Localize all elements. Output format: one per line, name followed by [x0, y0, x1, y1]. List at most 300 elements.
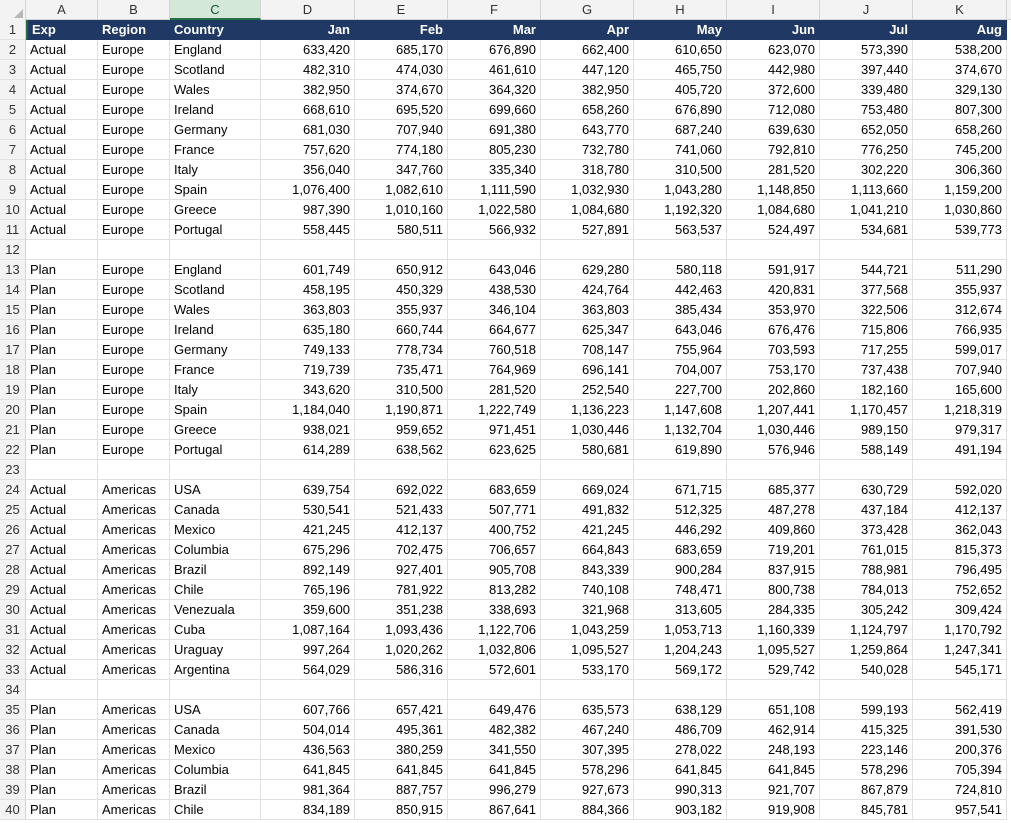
cell[interactable]: 629,280 [541, 260, 634, 280]
cell[interactable]: 310,500 [634, 160, 727, 180]
cell[interactable]: Europe [98, 380, 170, 400]
cell[interactable]: 363,803 [541, 300, 634, 320]
cell[interactable]: 539,773 [913, 220, 1007, 240]
cell[interactable]: 735,471 [355, 360, 448, 380]
cell[interactable]: 397,440 [820, 60, 913, 80]
cell[interactable]: 1,030,446 [541, 420, 634, 440]
cell[interactable]: 507,771 [448, 500, 541, 520]
cell[interactable]: Brazil [170, 780, 261, 800]
cell[interactable]: Europe [98, 340, 170, 360]
cell[interactable]: Plan [26, 760, 98, 780]
cell[interactable]: 533,170 [541, 660, 634, 680]
cell[interactable]: 461,610 [448, 60, 541, 80]
cell[interactable]: Actual [26, 40, 98, 60]
cell[interactable]: Europe [98, 60, 170, 80]
cell[interactable]: 580,118 [634, 260, 727, 280]
cell[interactable]: Germany [170, 120, 261, 140]
cell[interactable]: England [170, 260, 261, 280]
cell[interactable]: 765,196 [261, 580, 355, 600]
cell[interactable]: 660,744 [355, 320, 448, 340]
cell[interactable]: Americas [98, 800, 170, 820]
cell[interactable]: Europe [98, 440, 170, 460]
row-number[interactable]: 36 [0, 720, 26, 740]
cell[interactable]: 307,395 [541, 740, 634, 760]
cell[interactable]: 355,937 [913, 280, 1007, 300]
cell[interactable]: 1,218,319 [913, 400, 1007, 420]
cell[interactable]: Americas [98, 780, 170, 800]
cell[interactable]: 363,803 [261, 300, 355, 320]
cell[interactable]: Europe [98, 80, 170, 100]
cell[interactable]: 405,720 [634, 80, 727, 100]
header-cell[interactable]: Region [98, 20, 170, 40]
row-number[interactable]: 24 [0, 480, 26, 500]
cell[interactable]: 1,095,527 [541, 640, 634, 660]
cell[interactable]: 815,373 [913, 540, 1007, 560]
cell[interactable]: 676,476 [727, 320, 820, 340]
cell[interactable]: 892,149 [261, 560, 355, 580]
cell[interactable]: 580,681 [541, 440, 634, 460]
cell[interactable]: 683,659 [448, 480, 541, 500]
cell[interactable] [26, 240, 98, 260]
cell[interactable]: 380,259 [355, 740, 448, 760]
cell[interactable]: Plan [26, 720, 98, 740]
row-number[interactable]: 16 [0, 320, 26, 340]
cell[interactable]: 989,150 [820, 420, 913, 440]
cell[interactable]: 1,082,610 [355, 180, 448, 200]
cell[interactable]: Europe [98, 420, 170, 440]
cell[interactable]: 281,520 [448, 380, 541, 400]
cell[interactable]: Americas [98, 580, 170, 600]
cell[interactable]: 305,242 [820, 600, 913, 620]
cell[interactable]: Actual [26, 80, 98, 100]
cell[interactable]: 377,568 [820, 280, 913, 300]
cell[interactable]: 900,284 [634, 560, 727, 580]
cell[interactable]: Spain [170, 180, 261, 200]
cell[interactable]: 391,530 [913, 720, 1007, 740]
cell[interactable]: 623,070 [727, 40, 820, 60]
cell[interactable]: 979,317 [913, 420, 1007, 440]
cell[interactable]: 495,361 [355, 720, 448, 740]
cell[interactable]: 227,700 [634, 380, 727, 400]
header-cell[interactable]: Country [170, 20, 261, 40]
cell[interactable]: 781,922 [355, 580, 448, 600]
cell[interactable] [820, 680, 913, 700]
cell[interactable]: Italy [170, 380, 261, 400]
cell[interactable]: 643,046 [448, 260, 541, 280]
cell[interactable]: 702,475 [355, 540, 448, 560]
cell[interactable]: Actual [26, 220, 98, 240]
cell[interactable]: Actual [26, 100, 98, 120]
cell[interactable]: 1,192,320 [634, 200, 727, 220]
row-number[interactable]: 23 [0, 460, 26, 480]
cell[interactable]: England [170, 40, 261, 60]
cell[interactable]: 1,124,797 [820, 620, 913, 640]
cell[interactable]: 707,940 [355, 120, 448, 140]
cell[interactable]: Columbia [170, 760, 261, 780]
cell[interactable]: 749,133 [261, 340, 355, 360]
cell[interactable]: 676,890 [448, 40, 541, 60]
cell[interactable]: 766,935 [913, 320, 1007, 340]
header-cell[interactable]: Apr [541, 20, 634, 40]
cell[interactable]: 675,296 [261, 540, 355, 560]
cell[interactable] [448, 240, 541, 260]
cell[interactable]: Americas [98, 700, 170, 720]
cell[interactable]: Greece [170, 420, 261, 440]
row-number[interactable]: 15 [0, 300, 26, 320]
cell[interactable]: 592,020 [913, 480, 1007, 500]
cell[interactable]: 421,245 [541, 520, 634, 540]
cell[interactable]: Greece [170, 200, 261, 220]
cell[interactable] [98, 680, 170, 700]
cell[interactable]: Plan [26, 300, 98, 320]
cell[interactable]: Plan [26, 440, 98, 460]
cell[interactable]: 705,394 [913, 760, 1007, 780]
cell[interactable]: Europe [98, 220, 170, 240]
cell[interactable]: 165,600 [913, 380, 1007, 400]
cell[interactable]: 310,500 [355, 380, 448, 400]
cell[interactable]: 717,255 [820, 340, 913, 360]
row-number[interactable]: 29 [0, 580, 26, 600]
cell[interactable]: Europe [98, 280, 170, 300]
cell[interactable]: 649,476 [448, 700, 541, 720]
row-number[interactable]: 33 [0, 660, 26, 680]
cell[interactable]: 662,400 [541, 40, 634, 60]
cell[interactable]: 1,022,580 [448, 200, 541, 220]
cell[interactable] [170, 240, 261, 260]
cell[interactable] [727, 460, 820, 480]
cell[interactable]: Plan [26, 340, 98, 360]
cell[interactable]: 903,182 [634, 800, 727, 820]
cell[interactable]: Plan [26, 420, 98, 440]
cell[interactable]: 752,652 [913, 580, 1007, 600]
cell[interactable]: 202,860 [727, 380, 820, 400]
cell[interactable]: 521,433 [355, 500, 448, 520]
cell[interactable]: 715,806 [820, 320, 913, 340]
column-header-f[interactable]: F [448, 0, 541, 20]
cell[interactable] [355, 680, 448, 700]
cell[interactable]: 281,520 [727, 160, 820, 180]
row-number[interactable]: 21 [0, 420, 26, 440]
cell[interactable]: 696,141 [541, 360, 634, 380]
cell[interactable]: 837,915 [727, 560, 820, 580]
cell[interactable]: 776,250 [820, 140, 913, 160]
cell[interactable]: 569,172 [634, 660, 727, 680]
cell[interactable]: 591,917 [727, 260, 820, 280]
cell[interactable]: 578,296 [820, 760, 913, 780]
cell[interactable]: Americas [98, 600, 170, 620]
cell[interactable]: Actual [26, 620, 98, 640]
cell[interactable]: 669,024 [541, 480, 634, 500]
cell[interactable]: 438,530 [448, 280, 541, 300]
row-number[interactable]: 8 [0, 160, 26, 180]
cell[interactable]: 1,111,590 [448, 180, 541, 200]
cell[interactable] [170, 460, 261, 480]
cell[interactable]: 641,845 [727, 760, 820, 780]
cell[interactable]: 650,912 [355, 260, 448, 280]
cell[interactable]: 788,981 [820, 560, 913, 580]
cell[interactable]: 512,325 [634, 500, 727, 520]
header-cell[interactable]: Exp [26, 20, 98, 40]
cell[interactable]: Actual [26, 660, 98, 680]
cell[interactable]: Europe [98, 260, 170, 280]
cell[interactable]: Europe [98, 400, 170, 420]
cell[interactable]: 997,264 [261, 640, 355, 660]
cell[interactable]: 658,260 [541, 100, 634, 120]
cell[interactable]: 1,132,704 [634, 420, 727, 440]
cell[interactable]: Plan [26, 800, 98, 820]
cell[interactable]: 685,377 [727, 480, 820, 500]
cell[interactable]: 800,738 [727, 580, 820, 600]
cell[interactable]: Actual [26, 180, 98, 200]
row-number[interactable]: 30 [0, 600, 26, 620]
cell[interactable] [820, 240, 913, 260]
cell[interactable]: 564,029 [261, 660, 355, 680]
cell[interactable]: 1,095,527 [727, 640, 820, 660]
cell[interactable]: 436,563 [261, 740, 355, 760]
header-cell[interactable]: Jul [820, 20, 913, 40]
cell[interactable]: 761,015 [820, 540, 913, 560]
header-cell[interactable]: Jun [727, 20, 820, 40]
cell[interactable]: Actual [26, 60, 98, 80]
cell[interactable]: Americas [98, 500, 170, 520]
cell[interactable]: 687,240 [634, 120, 727, 140]
cell[interactable]: Plan [26, 260, 98, 280]
header-cell[interactable]: Mar [448, 20, 541, 40]
row-number[interactable]: 37 [0, 740, 26, 760]
column-header-g[interactable]: G [541, 0, 634, 20]
cell[interactable]: Mexico [170, 520, 261, 540]
cell[interactable]: Plan [26, 400, 98, 420]
header-cell[interactable]: Aug [913, 20, 1007, 40]
cell[interactable]: 630,729 [820, 480, 913, 500]
cell[interactable]: Spain [170, 400, 261, 420]
cell[interactable]: Canada [170, 720, 261, 740]
cell[interactable]: 807,300 [913, 100, 1007, 120]
row-number[interactable]: 2 [0, 40, 26, 60]
cell[interactable]: 1,259,864 [820, 640, 913, 660]
cell[interactable]: 563,537 [634, 220, 727, 240]
cell[interactable]: Europe [98, 360, 170, 380]
cell[interactable]: 685,170 [355, 40, 448, 60]
cell[interactable]: 421,245 [261, 520, 355, 540]
cell[interactable]: 538,200 [913, 40, 1007, 60]
cell[interactable]: 643,770 [541, 120, 634, 140]
row-number[interactable]: 38 [0, 760, 26, 780]
cell[interactable]: Cuba [170, 620, 261, 640]
cell[interactable]: 372,600 [727, 80, 820, 100]
cell[interactable]: 607,766 [261, 700, 355, 720]
row-number[interactable]: 27 [0, 540, 26, 560]
cell[interactable]: 306,360 [913, 160, 1007, 180]
row-number[interactable]: 18 [0, 360, 26, 380]
cell[interactable]: 373,428 [820, 520, 913, 540]
cell[interactable]: 1,084,680 [727, 200, 820, 220]
cell[interactable]: Canada [170, 500, 261, 520]
cell[interactable]: 1,148,850 [727, 180, 820, 200]
row-number[interactable]: 13 [0, 260, 26, 280]
cell[interactable]: 938,021 [261, 420, 355, 440]
cell[interactable]: 335,340 [448, 160, 541, 180]
cell[interactable] [355, 460, 448, 480]
cell[interactable]: 409,860 [727, 520, 820, 540]
cell[interactable]: 981,364 [261, 780, 355, 800]
row-number[interactable]: 10 [0, 200, 26, 220]
cell[interactable]: 1,170,457 [820, 400, 913, 420]
cell[interactable]: 329,130 [913, 80, 1007, 100]
cell[interactable]: 643,046 [634, 320, 727, 340]
cell[interactable]: 576,946 [727, 440, 820, 460]
cell[interactable]: 681,030 [261, 120, 355, 140]
cell[interactable]: 664,843 [541, 540, 634, 560]
row-number[interactable]: 11 [0, 220, 26, 240]
cell[interactable]: 813,282 [448, 580, 541, 600]
cell[interactable]: Venezuala [170, 600, 261, 620]
cell[interactable] [913, 680, 1007, 700]
cell[interactable]: 491,194 [913, 440, 1007, 460]
cell[interactable]: Chile [170, 580, 261, 600]
cell[interactable]: 671,715 [634, 480, 727, 500]
cell[interactable]: 424,764 [541, 280, 634, 300]
cell[interactable]: 415,325 [820, 720, 913, 740]
cell[interactable]: 658,260 [913, 120, 1007, 140]
cell[interactable]: 867,641 [448, 800, 541, 820]
cell[interactable]: 623,625 [448, 440, 541, 460]
cell[interactable]: 919,908 [727, 800, 820, 820]
cell[interactable]: 635,573 [541, 700, 634, 720]
cell[interactable]: 351,238 [355, 600, 448, 620]
cell[interactable] [634, 240, 727, 260]
cell[interactable]: 921,707 [727, 780, 820, 800]
cell[interactable]: 420,831 [727, 280, 820, 300]
cell[interactable]: 706,657 [448, 540, 541, 560]
cell[interactable]: 668,610 [261, 100, 355, 120]
cell[interactable]: 641,845 [448, 760, 541, 780]
cell[interactable]: Europe [98, 120, 170, 140]
cell[interactable]: 651,108 [727, 700, 820, 720]
cell[interactable]: 362,043 [913, 520, 1007, 540]
cell[interactable]: 641,845 [261, 760, 355, 780]
cell[interactable]: Actual [26, 480, 98, 500]
cell[interactable]: Brazil [170, 560, 261, 580]
cell[interactable]: 545,171 [913, 660, 1007, 680]
cell[interactable]: 845,781 [820, 800, 913, 820]
cell[interactable]: Actual [26, 600, 98, 620]
cell[interactable]: Plan [26, 780, 98, 800]
cell[interactable]: 356,040 [261, 160, 355, 180]
cell[interactable]: 252,540 [541, 380, 634, 400]
cell[interactable]: Actual [26, 160, 98, 180]
column-header-c[interactable]: C [170, 0, 261, 20]
cell[interactable]: 558,445 [261, 220, 355, 240]
cell[interactable]: 927,401 [355, 560, 448, 580]
row-number[interactable]: 17 [0, 340, 26, 360]
cell[interactable]: 927,673 [541, 780, 634, 800]
cell[interactable]: 374,670 [913, 60, 1007, 80]
cell[interactable] [448, 460, 541, 480]
cell[interactable]: 1,032,806 [448, 640, 541, 660]
cell[interactable]: 530,541 [261, 500, 355, 520]
cell[interactable]: 182,160 [820, 380, 913, 400]
cell[interactable]: France [170, 140, 261, 160]
cell[interactable] [261, 240, 355, 260]
cell[interactable]: 1,170,792 [913, 620, 1007, 640]
cell[interactable]: 676,890 [634, 100, 727, 120]
row-number[interactable]: 1 [0, 20, 26, 40]
cell[interactable]: 284,335 [727, 600, 820, 620]
cell[interactable]: Europe [98, 320, 170, 340]
cell[interactable]: 1,043,280 [634, 180, 727, 200]
cell[interactable]: 796,495 [913, 560, 1007, 580]
cell[interactable]: 641,845 [634, 760, 727, 780]
cell[interactable]: Actual [26, 640, 98, 660]
cell[interactable] [541, 680, 634, 700]
cell[interactable]: Columbia [170, 540, 261, 560]
cell[interactable]: 610,650 [634, 40, 727, 60]
cell[interactable]: 200,376 [913, 740, 1007, 760]
cell[interactable]: Americas [98, 640, 170, 660]
cell[interactable]: 638,562 [355, 440, 448, 460]
cell[interactable]: 504,014 [261, 720, 355, 740]
cell[interactable]: 748,471 [634, 580, 727, 600]
cell[interactable]: 843,339 [541, 560, 634, 580]
cell[interactable] [98, 240, 170, 260]
cell[interactable]: 529,742 [727, 660, 820, 680]
cell[interactable]: 657,421 [355, 700, 448, 720]
cell[interactable]: 741,060 [634, 140, 727, 160]
row-number[interactable]: 22 [0, 440, 26, 460]
cell[interactable]: 462,914 [727, 720, 820, 740]
cell[interactable]: 959,652 [355, 420, 448, 440]
cell[interactable]: 652,050 [820, 120, 913, 140]
cell[interactable]: Europe [98, 300, 170, 320]
cell[interactable]: Americas [98, 720, 170, 740]
cell[interactable]: 343,620 [261, 380, 355, 400]
cell[interactable]: Europe [98, 140, 170, 160]
cell[interactable]: Americas [98, 760, 170, 780]
cell[interactable]: 1,030,860 [913, 200, 1007, 220]
cell[interactable]: 562,419 [913, 700, 1007, 720]
cell[interactable]: 1,136,223 [541, 400, 634, 420]
row-number[interactable]: 4 [0, 80, 26, 100]
cell[interactable]: 474,030 [355, 60, 448, 80]
row-number[interactable]: 6 [0, 120, 26, 140]
cell[interactable]: 1,043,259 [541, 620, 634, 640]
cell[interactable]: 1,204,243 [634, 640, 727, 660]
cell[interactable]: 1,084,680 [541, 200, 634, 220]
cell[interactable]: Germany [170, 340, 261, 360]
cell[interactable]: 353,970 [727, 300, 820, 320]
cell[interactable]: 774,180 [355, 140, 448, 160]
header-cell[interactable]: Jan [261, 20, 355, 40]
cell[interactable]: 572,601 [448, 660, 541, 680]
cell[interactable]: 784,013 [820, 580, 913, 600]
cell[interactable]: Europe [98, 40, 170, 60]
cell[interactable]: Europe [98, 180, 170, 200]
cell[interactable] [26, 460, 98, 480]
cell[interactable]: Europe [98, 200, 170, 220]
cell[interactable] [634, 680, 727, 700]
cell[interactable]: 1,053,713 [634, 620, 727, 640]
cell[interactable]: 487,278 [727, 500, 820, 520]
cell[interactable]: 534,681 [820, 220, 913, 240]
cell[interactable]: 400,752 [448, 520, 541, 540]
column-header-d[interactable]: D [261, 0, 355, 20]
cell[interactable]: 732,780 [541, 140, 634, 160]
cell[interactable]: Americas [98, 540, 170, 560]
cell[interactable]: 867,879 [820, 780, 913, 800]
cell[interactable]: 382,950 [541, 80, 634, 100]
cell[interactable]: 447,120 [541, 60, 634, 80]
